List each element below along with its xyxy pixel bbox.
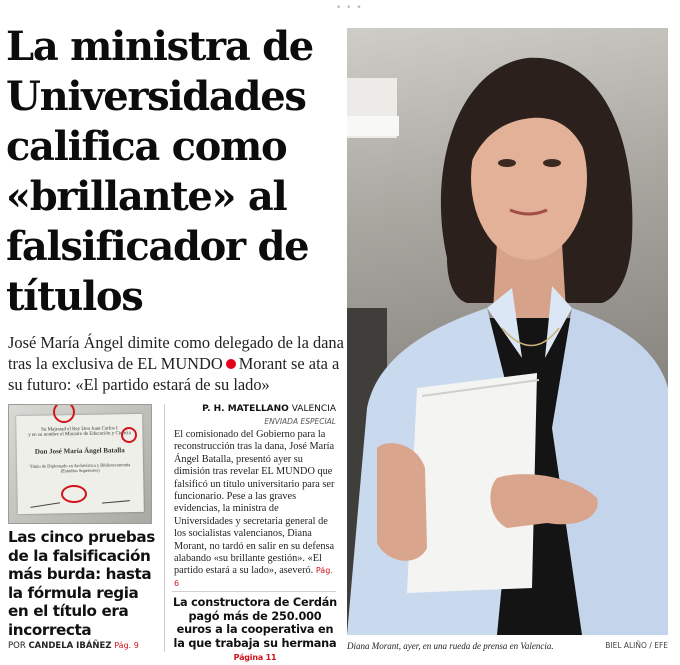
byline-author: CANDELA IBÁÑEZ xyxy=(28,641,112,651)
photo-caption xyxy=(347,641,668,651)
diploma-line-5: (Estudios Superiores) xyxy=(60,467,100,474)
byline-author: P. H. MATELLANO xyxy=(202,404,289,414)
bottom-box-headline xyxy=(172,596,338,665)
eye xyxy=(498,159,516,167)
diploma-line-2: y en su nombre el Ministro de Educación y Ciencia xyxy=(28,431,131,438)
caption-text: Diana Morant, ayer, en una rueda de prensa en Valencia. xyxy=(347,641,554,651)
left-hand xyxy=(377,443,427,561)
top-dots: • • • xyxy=(336,3,363,13)
deck-part-2: Morant se ata a su futuro: «El partido estará de su lado» xyxy=(8,354,340,394)
deck-part-1: José María Ángel dimite como delegado de la dana tras la exclusiva de EL MUNDO xyxy=(8,333,344,373)
main-headline: La ministra de Universidades califica como «brillante» al falsificador de títulos xyxy=(6,23,313,320)
column-divider xyxy=(164,404,165,652)
bullet-dot-icon xyxy=(226,359,236,369)
falsified-diploma-photo xyxy=(8,404,152,524)
page-reference: Pág. 9 xyxy=(114,641,139,650)
highlight-circle-icon xyxy=(61,485,87,503)
page-reference: Pág. 6 xyxy=(174,566,333,588)
minister-photo xyxy=(347,28,668,635)
main-story-byline xyxy=(170,404,336,414)
photo-credit: BIEL ALIÑO / EFE xyxy=(605,641,668,650)
byline-place: VALENCIA xyxy=(291,404,336,414)
byline-role: ENVIADA ESPECIAL xyxy=(264,417,336,426)
bottom-box-text: La constructora de Cerdán pagó más de 250.000 euros a la cooperativa en la que trabaja su hermana xyxy=(173,596,337,650)
deck xyxy=(8,332,344,395)
eye xyxy=(543,159,561,167)
ceiling-light xyxy=(347,116,399,136)
signature-mark xyxy=(101,492,130,503)
signature-mark xyxy=(29,494,60,508)
diploma-name: Don José María Ángel Batalla xyxy=(34,446,125,456)
diploma-line-4: Título de Diplomado en Archivística y Biblioteconomía xyxy=(29,462,131,469)
byline-prefix: POR xyxy=(8,641,26,651)
minister-illustration xyxy=(347,28,668,635)
side-story-byline xyxy=(8,641,139,651)
main-story-body xyxy=(174,429,336,590)
page-reference: Página 11 xyxy=(233,653,277,663)
diploma-line-1: Su Majestad el Rey Don Juan Carlos I xyxy=(41,426,118,433)
box-divider xyxy=(172,591,336,592)
highlight-circle-icon xyxy=(121,427,137,443)
side-story-headline: Las cinco pruebas de la falsificación más burda: hasta la fórmula regia en el título era incorrecta xyxy=(8,528,155,639)
body-text: El comisionado del Gobierno para la reconstrucción tras la dana, José María Ángel Batalla, presentó ayer su dimisión tras revelar EL MUNDO que falsificó un título universitario para ser funcionario. Pese a las graves evidencias, la ministra de Universidades y secretaria general de los socialistas valencianos, Diana Morant, no tardó en salir en su defensa alabando «su brillante gestión». «El partido estará a su lado», aseveró. xyxy=(174,429,335,577)
